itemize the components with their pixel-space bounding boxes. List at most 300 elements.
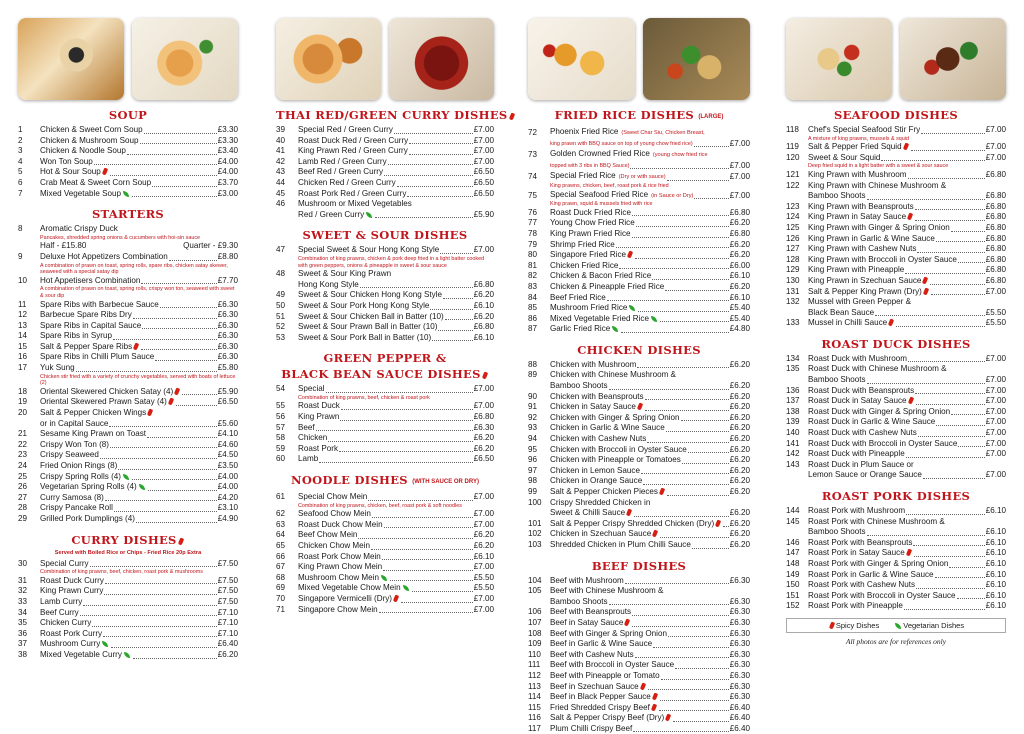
chili-icon: [637, 403, 643, 411]
menu-item: [276, 509, 494, 520]
leader-dots: [867, 383, 985, 384]
menu-item: [18, 639, 238, 650]
item-name: [298, 189, 406, 200]
item-price: £6.30: [217, 299, 238, 309]
menu-item: [786, 559, 1006, 570]
item-name-text: Chef's Special Seafood Stir Fry: [808, 125, 921, 134]
item-price: £6.30: [729, 692, 750, 702]
item-number: 129: [786, 265, 800, 275]
item-name: [808, 364, 947, 375]
item-price: £7.00: [985, 375, 1006, 385]
leader-dots: [958, 446, 984, 447]
item-price: £7.00: [473, 509, 494, 519]
item-name-text: or in Capital Sauce: [40, 418, 109, 428]
item-name-text: Spare Ribs in Chilli Plum Sauce: [40, 352, 155, 362]
item-number: 55: [276, 401, 286, 411]
leader-dots: [665, 290, 728, 291]
item-number: 82: [528, 271, 538, 281]
item-name: [550, 639, 652, 650]
leader-dots: [918, 436, 985, 437]
menu-item: [18, 157, 238, 168]
leader-dots: [368, 500, 472, 501]
section-title: ROAST PORK DISHES: [821, 489, 971, 503]
leader-dots: [921, 133, 985, 134]
item-name-text: Roast Duck with Mushroom: [808, 353, 907, 363]
item-name-text: Roast Duck with Cashew Nuts: [808, 428, 917, 438]
photo-spare-ribs: [389, 18, 494, 100]
item-number: 8: [18, 224, 23, 234]
item-name-text: King Prawn with Mushroom: [808, 169, 907, 179]
item-name-text: King Prawn Fried Rice: [550, 228, 631, 238]
item-name: [40, 224, 118, 235]
item-name: [550, 381, 608, 392]
item-name: [550, 324, 620, 335]
leader-dots: [113, 339, 217, 340]
item-name: [808, 244, 916, 255]
item-price: £7.00: [473, 401, 494, 411]
menu-item: [786, 287, 1006, 298]
leader-dots: [949, 567, 984, 568]
item-name: [550, 597, 608, 608]
item-name: [550, 713, 672, 724]
item-number: 74: [528, 172, 538, 182]
menu-item: [528, 303, 750, 314]
menu-item: [528, 650, 750, 661]
menu-column-1: [18, 0, 238, 724]
item-name-text: King Prawn with Ginger & Spring Onion: [808, 222, 950, 232]
item-name: [40, 157, 93, 168]
item-name: [808, 354, 907, 365]
legend-veg-label: Vegetarian Dishes: [903, 620, 965, 630]
leader-dots: [908, 178, 985, 179]
leaf-icon: [366, 212, 372, 218]
leader-dots: [914, 556, 985, 557]
leader-dots: [682, 463, 729, 464]
leader-dots: [133, 318, 217, 319]
item-name-text: Lamb Curry: [40, 596, 83, 606]
item-name: [808, 470, 922, 481]
item-name: [550, 250, 634, 261]
chili-icon: [147, 409, 153, 417]
item-price: £6.30: [729, 681, 750, 691]
item-name-text: Beef in Szechuan Sauce: [550, 681, 639, 691]
photo-chicken-balls: [528, 18, 635, 100]
leader-dots: [637, 367, 728, 368]
item-note: (young chow fried rice: [652, 152, 708, 159]
item-name-text: Beef with Chinese Mushroom &: [550, 586, 664, 596]
leader-dots: [114, 511, 217, 512]
item-number: 81: [528, 260, 538, 270]
item-price: £6.40: [729, 702, 750, 712]
menu-item: [528, 692, 750, 703]
item-name: [550, 360, 636, 371]
leader-dots: [152, 186, 217, 187]
leader-dots: [103, 636, 217, 637]
menu-item: [18, 559, 238, 570]
menu-item: [786, 234, 1006, 245]
item-name-text: King Prawn with Beansprouts: [808, 201, 914, 211]
photo-cashew-chicken: [786, 18, 892, 100]
item-number: 40: [276, 135, 286, 145]
item-name-text: Crispy Pancake Roll: [40, 503, 113, 513]
item-name: [298, 210, 374, 221]
item-name: [40, 276, 140, 287]
item-name-text: Roast Duck Red / Green Curry: [298, 135, 409, 145]
item-name: [808, 202, 914, 213]
menu-item: [786, 439, 1006, 450]
item-name-text: Spare Ribs with Barbecue Sauce: [40, 299, 159, 309]
section-heading: [18, 109, 238, 122]
item-number: 2: [18, 135, 23, 145]
item-name-text: Beef Chow Mein: [298, 530, 358, 540]
item-price: £6.10: [985, 506, 1006, 515]
item-price: £4.00: [217, 482, 238, 492]
item-number: 19: [18, 397, 28, 407]
item-name-text: Crab Meat & Sweet Corn Soup: [40, 177, 152, 187]
item-number: 92: [528, 412, 538, 422]
item-name-text: Aromatic Crispy Duck: [40, 224, 118, 234]
section-heading: [18, 208, 238, 221]
section-title-line2: BLACK BEAN SAUCE DISHES: [281, 367, 481, 382]
leader-dots: [913, 545, 984, 546]
menu-item: [528, 127, 750, 139]
section-title: SOUP: [108, 108, 148, 122]
item-price: £6.10: [473, 300, 494, 310]
item-number: 89: [528, 370, 538, 380]
item-name-text: Red / Green Curry: [298, 209, 365, 219]
item-number: 125: [786, 222, 800, 232]
menu-column-4: [786, 0, 1006, 724]
item-name: [550, 671, 660, 682]
item-name: [298, 433, 327, 444]
menu-item: [276, 573, 494, 584]
item-name-text: Sweet & Sour Squid: [808, 152, 881, 162]
item-name: [550, 171, 666, 183]
item-price: £6.40: [217, 639, 238, 649]
menu-item: [786, 265, 1006, 276]
menu-item: [18, 241, 238, 252]
item-name: [298, 530, 357, 541]
item-price: £6.30: [217, 352, 238, 362]
item-number: 24: [18, 461, 28, 470]
leader-dots: [692, 548, 729, 549]
leader-dots: [609, 389, 729, 390]
item-name-text: Special Chow Mein: [298, 492, 368, 502]
item-name-text: Chicken: [298, 433, 328, 443]
leader-dots: [673, 721, 728, 722]
menu-item: [786, 548, 1006, 559]
item-name: [550, 498, 650, 509]
menu-item: [18, 300, 238, 311]
item-name-text: Mushroom Chow Mein: [298, 572, 379, 582]
menu-item: [786, 255, 1006, 266]
section-heading: [786, 109, 1006, 122]
item-name-text: Vegetarian Spring Rolls (4): [40, 482, 137, 492]
menu-item: [528, 240, 750, 251]
item-name-text: Roast Pork Curry: [40, 628, 103, 638]
leader-dots: [648, 689, 729, 690]
photo-spring-rolls: [18, 18, 124, 100]
item-name: [550, 240, 615, 251]
menu-item: [18, 514, 238, 525]
menu-item: [276, 583, 494, 594]
item-name-text: Roast Duck with Ginger & Spring Onion: [808, 406, 951, 416]
item-number: 101: [528, 518, 542, 528]
item-name-text: Mussel with Green Pepper &: [808, 297, 912, 307]
item-name: [298, 125, 393, 136]
menu-item: [528, 402, 750, 413]
item-name: [808, 417, 935, 428]
item-name-text: Black Bean Sauce: [808, 307, 875, 317]
chili-icon: [652, 693, 658, 701]
item-name-text: Yuk Sung: [40, 363, 75, 373]
leader-dots: [360, 287, 473, 288]
menu-item: [18, 482, 238, 493]
leader-dots: [905, 273, 984, 274]
item-name-text: Deluxe Hot Appetizers Combination: [40, 251, 168, 261]
menu-item: [276, 157, 494, 168]
item-name: [40, 514, 135, 525]
menu-item: [18, 146, 238, 157]
item-name: [808, 570, 934, 581]
item-name-text: Roast Duck with Chinese Mushroom &: [808, 364, 947, 374]
item-number: 135: [786, 364, 800, 374]
menu-item: [528, 597, 750, 608]
item-name: [40, 310, 132, 321]
item-price: £6.80: [985, 254, 1006, 264]
item-name-text: Special Curry: [40, 558, 89, 568]
item-name-text: Beef in Satay Sauce: [550, 617, 624, 627]
item-name-text: Salt & Pepper Chicken Wings: [40, 408, 147, 418]
menu-item: [786, 170, 1006, 181]
leader-dots: [653, 647, 729, 648]
item-number: 103: [528, 539, 542, 549]
item-name-text: Sweet & Sour Pork Hong Kong Style: [298, 300, 430, 310]
section-title: CURRY DISHES: [71, 532, 177, 547]
menu-item: [18, 461, 238, 472]
item-name-text: Special Sweet & Sour Hong Kong Style: [298, 245, 440, 255]
item-name-text: Bamboo Shoots: [808, 191, 866, 201]
item-name-text: Mushroom or Mixed Vegetables: [298, 199, 412, 209]
leader-dots: [666, 431, 729, 432]
leader-dots: [881, 160, 984, 161]
menu-item: [786, 181, 1006, 192]
item-name-text: Chicken & Sweet Corn Soup: [40, 125, 143, 134]
item-number: 36: [18, 628, 28, 638]
item-number: 93: [528, 423, 538, 433]
item-name-text: Chicken & Bacon Fried Rice: [550, 271, 652, 281]
item-name: [40, 608, 79, 619]
menu-item: [18, 252, 238, 263]
item-name-text: Lemon Sauce or Orange Sauce: [808, 470, 922, 480]
item-price: £6.20: [729, 423, 750, 433]
item-number: 72: [528, 128, 538, 137]
item-number: 52: [276, 322, 286, 332]
leader-dots: [634, 516, 729, 517]
item-price: £6.30: [729, 660, 750, 670]
item-price: £6.20: [729, 508, 750, 518]
item-name-text: Crispy Won Ton (8): [40, 439, 109, 449]
item-price: £7.00: [473, 519, 494, 529]
menu-item: [786, 142, 1006, 153]
item-name-text: Special: [298, 384, 325, 394]
chili-icon: [922, 276, 928, 284]
menu-item: [528, 171, 750, 183]
leader-dots: [109, 426, 216, 427]
item-name: [298, 509, 371, 520]
item-name: [808, 297, 911, 308]
item-name-text: Won Ton Soup: [40, 156, 93, 166]
leader-dots: [142, 328, 217, 329]
item-name: [40, 440, 109, 451]
item-name-text: Singapore Chow Mein: [298, 604, 378, 614]
item-price: £6.30: [729, 639, 750, 649]
leader-dots: [609, 604, 729, 605]
menu-item: [18, 450, 238, 461]
item-price: £5.40: [729, 303, 750, 313]
item-price: £6.80: [985, 191, 1006, 201]
item-name: [298, 333, 431, 344]
section-title: CHICKEN DISHES: [577, 342, 701, 357]
item-name: [808, 181, 946, 192]
item-price: £6.30: [217, 310, 238, 320]
item-price: £6.80: [985, 212, 1006, 222]
item-name: [40, 650, 132, 661]
item-price: £4.90: [217, 513, 238, 523]
section-heading: [276, 474, 494, 489]
leader-dots: [132, 479, 217, 480]
leader-dots: [80, 615, 217, 616]
item-number: 80: [528, 250, 538, 260]
item-price: Quarter - £9.30: [183, 241, 238, 251]
item-name: [40, 300, 159, 311]
item-number: 141: [786, 438, 800, 448]
item-description-row: [528, 139, 750, 150]
item-name: [550, 487, 666, 498]
leader-dots: [652, 279, 729, 280]
item-name: [298, 290, 442, 301]
item-name: [40, 586, 103, 597]
item-number: 47: [276, 245, 286, 255]
menu-item: [276, 189, 494, 200]
item-price: £5.50: [473, 583, 494, 593]
menu-item: [528, 607, 750, 618]
item-name-text: Beef with Cashew Nuts: [550, 649, 634, 659]
menu-item: [528, 487, 750, 498]
menu-item: [528, 540, 750, 551]
chili-icon: [923, 287, 929, 295]
menu-item: [786, 580, 1006, 591]
item-name: [550, 149, 708, 161]
menu-item: [18, 586, 238, 597]
item-name: [550, 629, 667, 640]
item-name-text: Salt & Pepper Crispy Shredded Chicken (Dry): [550, 518, 715, 528]
item-price: £3.10: [217, 503, 238, 513]
item-name: [808, 396, 915, 407]
item-name-text: Sweet & Sour Chicken Hong Kong Style: [298, 290, 442, 300]
item-number: 25: [18, 471, 28, 481]
item-number: 10: [18, 275, 28, 285]
item-number: 39: [276, 125, 286, 134]
item-name: [808, 265, 904, 276]
item-price: £7.00: [985, 152, 1006, 162]
item-price: £7.00: [985, 142, 1006, 152]
leader-dots: [675, 668, 729, 669]
item-price: £7.00: [473, 146, 494, 156]
leader-dots: [384, 175, 473, 176]
item-price: £3.30: [217, 125, 238, 134]
item-price: £5.50: [985, 307, 1006, 317]
item-number: 146: [786, 537, 800, 547]
item-name: [298, 552, 381, 563]
item-name-text: Crispy Shredded Chicken in: [550, 497, 651, 507]
item-number: 63: [276, 519, 286, 529]
leader-dots: [375, 217, 473, 218]
item-name-text: Salt & Pepper Crispy Beef (Dry): [550, 713, 665, 723]
item-name: [40, 352, 154, 363]
menu-item: [18, 419, 238, 430]
menu-item: [528, 713, 750, 724]
leader-dots: [936, 425, 984, 426]
item-number: 142: [786, 449, 800, 459]
menu-item: [528, 455, 750, 466]
leader-dots: [430, 309, 472, 310]
item-price: £6.80: [985, 233, 1006, 243]
item-number: 61: [276, 492, 286, 502]
item-name: [550, 282, 664, 293]
item-price: £7.00: [729, 160, 750, 170]
item-name: [298, 384, 325, 395]
item-name-text: Beef Red / Green Curry: [298, 167, 384, 177]
item-name: [808, 538, 912, 549]
item-name: [808, 318, 895, 329]
item-number: 109: [528, 639, 542, 649]
menu-item: [528, 208, 750, 219]
leader-dots: [105, 500, 217, 501]
leader-dots: [382, 559, 473, 560]
item-price: £6.10: [985, 601, 1006, 611]
item-number: 14: [18, 331, 28, 341]
item-name-text: Mushroom Fried Rice: [550, 303, 628, 313]
leader-dots: [141, 283, 216, 284]
item-name: [808, 407, 950, 418]
item-name-text: Roast Duck Fried Rice: [550, 207, 631, 217]
item-number: 107: [528, 617, 542, 627]
item-name-text: Sweet & Chilli Sauce: [550, 508, 626, 518]
item-price: £6.20: [729, 518, 750, 528]
menu-item: [276, 401, 494, 412]
item-name: [808, 449, 905, 460]
menu-item: [18, 429, 238, 440]
section-title: ROAST DUCK DISHES: [821, 336, 971, 351]
item-name: [550, 392, 644, 403]
leader-dots: [906, 514, 985, 515]
item-number: 113: [528, 681, 541, 691]
item-name: [298, 454, 318, 465]
item-number: 11: [18, 299, 27, 309]
item-name-text: Chicken & Mushroom Soup: [40, 135, 139, 145]
item-number: 122: [786, 180, 800, 190]
chili-icon: [902, 143, 908, 151]
item-number: 132: [786, 297, 800, 307]
item-name: [40, 576, 104, 587]
item-description: A combination of prawn on toast, spring rolls, spare ribs, chicken satay skewer, seaweed with a special satay dip: [40, 262, 228, 276]
item-name-text: Special Seafood Fried Rice: [550, 189, 649, 199]
item-price: £6.50: [473, 177, 494, 187]
item-price: £7.50: [217, 586, 238, 596]
item-price: £7.00: [473, 593, 494, 603]
item-name: [298, 245, 439, 256]
